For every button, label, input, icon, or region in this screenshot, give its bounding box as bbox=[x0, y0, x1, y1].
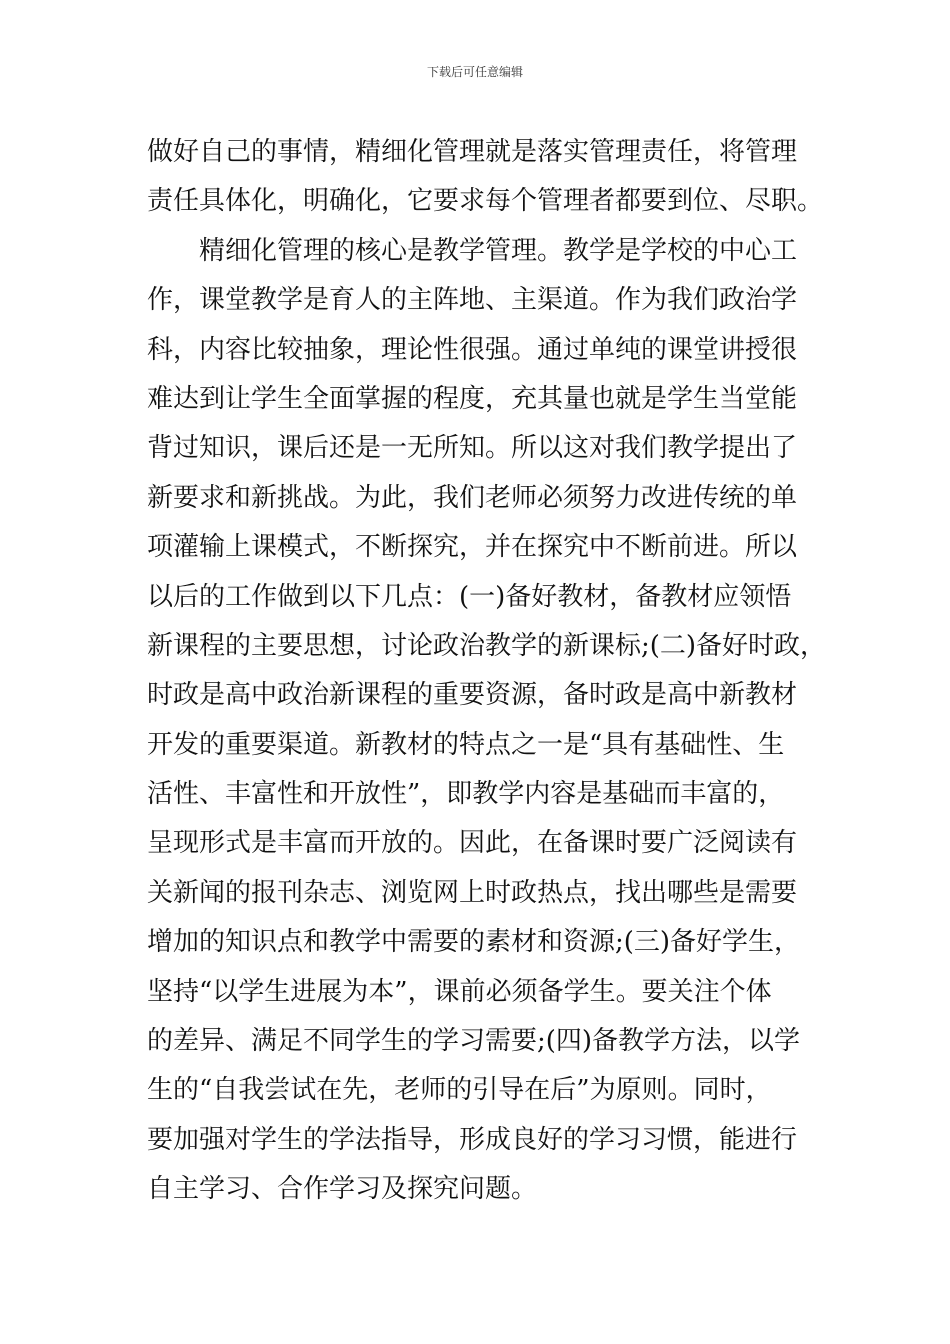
text-line: 责任具体化，明确化，它要求每个管理者都要到位、尽职。 bbox=[147, 186, 824, 217]
text-line: 做好自己的事情，精细化管理就是落实管理责任，将管理 bbox=[147, 137, 798, 167]
text-line: 背过知识，课后还是一无所知。所以这对我们教学提出了 bbox=[147, 433, 798, 464]
page-header: 下载后可任意编辑 bbox=[426, 65, 523, 79]
text-line: 增加的知识点和教学中需要的素材和资源;(三)备好学生， bbox=[147, 927, 801, 958]
text-line: 活性、丰富性和开放性”，即教学内容是基础而丰富的， bbox=[147, 779, 785, 810]
text-line: 生的“自我尝试在先，老师的引导在后”为原则。同时， bbox=[147, 1075, 772, 1106]
text-line: 自主学习、合作学习及探究问题。 bbox=[147, 1174, 538, 1205]
text-line: 难达到让学生全面掌握的程度，充其量也就是学生当堂能 bbox=[147, 383, 798, 414]
text-line: 新要求和新挑战。为此，我们老师必须努力改进传统的单 bbox=[147, 482, 798, 513]
text-line: 时政是高中政治新课程的重要资源，备时政是高中新教材 bbox=[147, 680, 798, 711]
text-line: 项灌输上课模式，不断探究，并在探究中不断前进。所以 bbox=[147, 532, 798, 563]
text-line: 呈现形式是丰富而开放的。因此，在备课时要广泛阅读有 bbox=[147, 828, 798, 859]
paragraph-first-line: 精细化管理的核心是教学管理。教学是学校的中心工 bbox=[199, 235, 798, 266]
text-line: 关新闻的报刊杂志、浏览网上时政热点，找出哪些是需要 bbox=[147, 877, 798, 908]
text-line: 科，内容比较抽象，理论性很强。通过单纯的课堂讲授很 bbox=[147, 334, 798, 365]
text-line: 要加强对学生的学法指导，形成良好的学习习惯，能进行 bbox=[147, 1124, 798, 1155]
text-line: 新课程的主要思想，讨论政治教学的新课标;(二)备好时政， bbox=[147, 630, 827, 661]
text-line: 的差异、满足不同学生的学习需要;(四)备教学方法，以学 bbox=[147, 1026, 801, 1057]
text-line: 作，课堂教学是育人的主阵地、主渠道。作为我们政治学 bbox=[147, 285, 798, 316]
text-line: 坚持“以学生进展为本”，课前必须备学生。要关注个体 bbox=[147, 976, 772, 1007]
text-line: 开发的重要渠道。新教材的特点之一是“具有基础性、生 bbox=[147, 729, 785, 760]
text-line: 以后的工作做到以下几点：(一)备好教材，备教材应领悟 bbox=[147, 581, 792, 612]
body-text bbox=[147, 128, 827, 1215]
